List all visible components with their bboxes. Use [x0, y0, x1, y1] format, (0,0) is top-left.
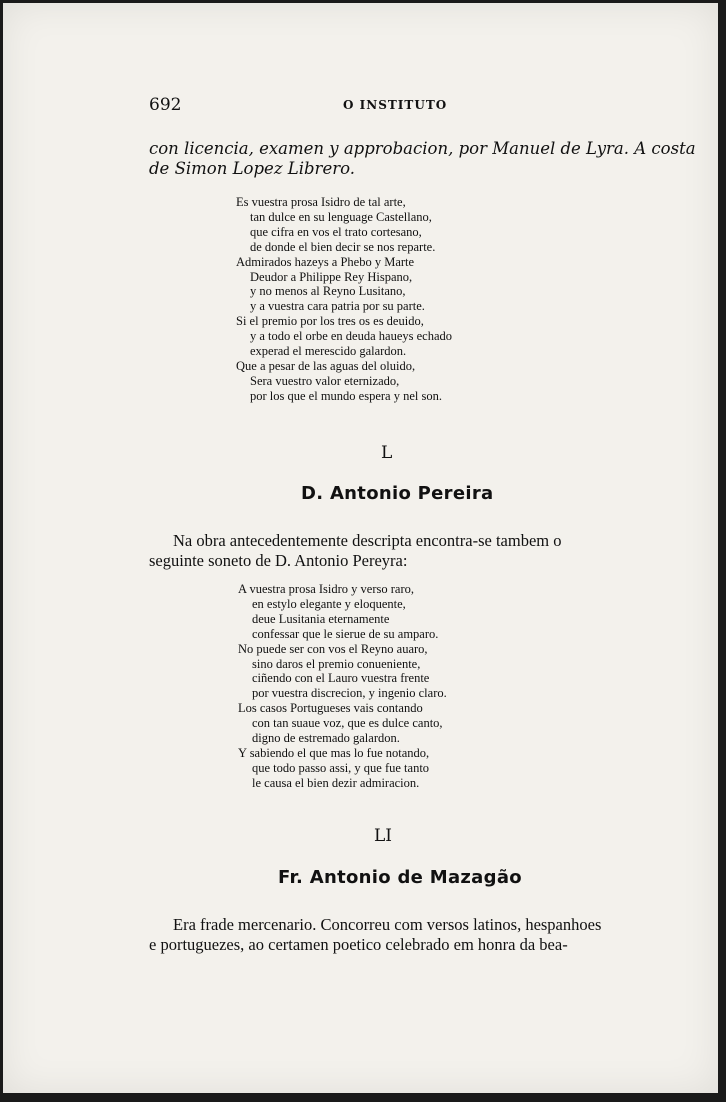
verse-line: que todo passo assi, y que fue tanto: [252, 760, 430, 775]
verse-line: digno de estremado galardon.: [252, 731, 400, 746]
paragraph: [149, 531, 629, 571]
verse-line: tan dulce en su lenguage Castellano,: [250, 209, 432, 224]
paragraph-line: seguinte soneto de D. Antonio Pereyra:: [149, 551, 408, 570]
verse-line: con tan suaue voz, que es dulce canto,: [252, 716, 443, 731]
verse-line: No puede ser con vos el Reyno auaro,: [238, 641, 428, 656]
paragraph-line: Na obra antecedentemente descripta encontra-se tambem o: [173, 531, 562, 550]
running-title: O INSTITUTO: [343, 98, 448, 112]
section-number: LI: [374, 826, 393, 846]
verse-line: de donde el bien decir se nos reparte.: [250, 239, 436, 254]
intro-italic-text: [149, 139, 696, 179]
verse-line: Y sabiendo el que mas lo fue notando,: [238, 745, 430, 760]
paragraph-line: Era frade mercenario. Concorreu com versos latinos, hespanhoes: [173, 915, 602, 934]
verse-line: Es vuestra prosa Isidro de tal arte,: [236, 195, 406, 209]
sonnet-2: [238, 582, 447, 791]
verse-line: A vuestra prosa Isidro y verso raro,: [238, 582, 414, 596]
paragraph-line: e portuguezes, ao certamen poetico celebrado em honra da bea-: [149, 935, 568, 954]
intro-line: con licencia, examen y approbacion, por Manuel de Lyra. A costa: [149, 139, 696, 158]
verse-line: Que a pesar de las aguas del oluido,: [236, 358, 416, 373]
paragraph: [149, 915, 629, 955]
verse-line: y a todo el orbe en deuda haueys echado: [250, 329, 453, 344]
verse-line: ciñendo con el Lauro vuestra frente: [252, 671, 430, 686]
verse-line: por los que el mundo espera y nel son.: [250, 388, 442, 403]
verse-line: sino daros el premio conueniente,: [252, 656, 421, 671]
verse-line: por vuestra discrecion, y ingenio claro.: [252, 686, 447, 701]
verse-line: deue Lusitania eternamente: [252, 611, 390, 626]
verse-line: Admirados hazeys a Phebo y Marte: [236, 254, 415, 269]
verse-line: y no menos al Reyno Lusitano,: [250, 284, 406, 299]
sonnet-1: [236, 195, 452, 404]
verse-line: y a vuestra cara patria por su parte.: [250, 299, 425, 314]
verse-line: Si el premio por los tres os es deuido,: [236, 314, 424, 329]
verse-line: que cifra en vos el trato cortesano,: [250, 224, 422, 239]
verse-line: Sera vuestro valor eternizado,: [250, 373, 400, 388]
page-number: 692: [149, 95, 182, 115]
intro-line: de Simon Lopez Librero.: [149, 159, 355, 178]
section-title: D. Antonio Pereira: [301, 483, 494, 504]
verse-line: confessar que le sierue de su amparo.: [252, 626, 439, 641]
verse-line: le causa el bien dezir admiracion.: [252, 775, 420, 790]
verse-line: Los casos Portugueses vais contando: [238, 701, 423, 716]
page: [3, 3, 718, 1093]
verse-line: en estylo elegante y eloquente,: [252, 596, 406, 611]
section-number: L: [381, 443, 393, 463]
verse-line: Deudor a Philippe Rey Hispano,: [250, 269, 413, 284]
section-title: Fr. Antonio de Mazagão: [278, 867, 522, 888]
verse-line: experad el merescido galardon.: [250, 344, 407, 359]
